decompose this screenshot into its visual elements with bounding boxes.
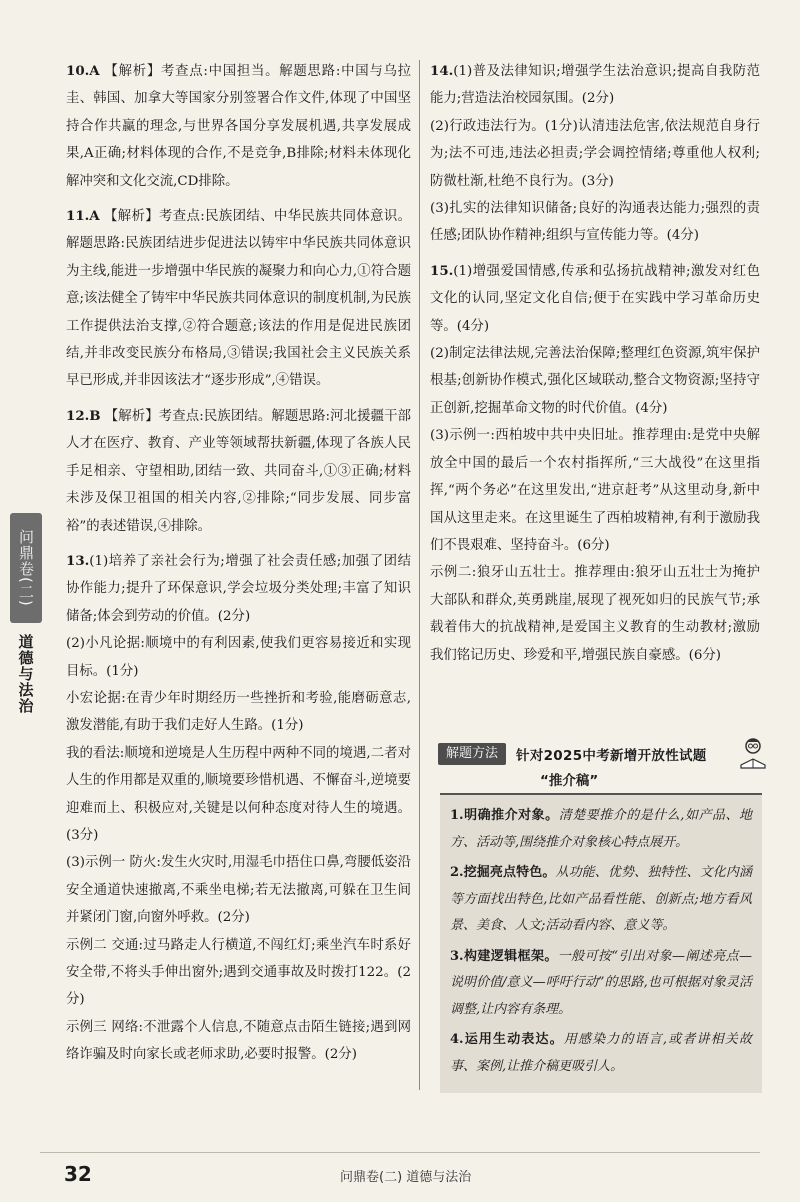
question-12 [66, 403, 411, 540]
answer-part: (1)增强爱国情感,传承和弘扬抗战精神;激发对红色文化的认同,坚定文化自信;便于在实践中学习革命历史等。(4分) [430, 263, 760, 334]
method-title: 针对2025中考新增开放性试题 [516, 748, 707, 764]
method-item-head: 3.构建逻辑框架。 [450, 948, 558, 964]
explanation: 【解析】考查点:民族团结。解题思路:河北援疆干部人才在医疗、教育、产业等领域帮扶新疆,体现了各族人民手足相亲、守望相助,团结一致、共同奋斗,①③正确;材料未涉及保卫祖国的相关内容,②排除;“同步发展、同步富裕”的表述错误,④排除。 [66, 408, 411, 534]
method-item-head: 4.运用生动表达。 [450, 1032, 564, 1047]
method-box [440, 793, 762, 1093]
method-subtitle: “推介稿” [540, 773, 599, 789]
method-item-head: 1.明确推介对象。 [450, 808, 559, 823]
question-10 [66, 58, 411, 195]
answer-part: 示例三 网络:不泄露个人信息,不随意点击陌生链接;遇到网络诈骗及时向家长或老师求助,必要时报警。(2分) [66, 1019, 411, 1063]
method-item-body: 一般可按“引出对象—阐述亮点—说明价值/意义—呼吁行动”的思路,也可根据对象灵活调整,让内容有条理。 [450, 948, 752, 1017]
method-item-body: 从功能、优势、独特性、文化内涵等方面找出特色,比如产品看性能、创新点;地方看风景、美食、人文;活动看内容、意义等。 [450, 865, 752, 933]
question-13 [66, 548, 411, 1069]
method-banner [438, 741, 770, 767]
question-number: 10. [66, 63, 90, 79]
answer-part: (2)行政违法行为。(1分)认清违法危害,依法规范自身行为;法不可违,违法必担责;学会调控情绪;尊重他人权利;防微杜渐,杜绝不良行为。(3分) [430, 118, 760, 189]
answer-part: (2)小凡论据:顺境中的有利因素,使我们更容易接近和实现目标。(1分) [66, 636, 411, 679]
answer-part: (3)示例一 防火:发生火灾时,用湿毛巾捂住口鼻,弯腰低姿沿安全通道快速撤离,不乘坐电梯;若无法撤离,可躲在卫生间并紧闭门窗,向窗外呼救。(2分) [66, 855, 411, 926]
method-item [450, 860, 752, 940]
answer-part: (3)扎实的法律知识储备;良好的沟通表达能力;强烈的责任感;团队协作精神;组织与宣传能力等。(4分) [430, 201, 760, 244]
method-item-head: 2.挖掘亮点特色。 [450, 865, 556, 880]
answer-part: (2)制定法律法规,完善法治保障;整理红色资源,筑牢保护根基;创新协作模式,强化区域联动,整合文物资源;坚持守正创新,挖掘革命文物的时代价值。(4分) [430, 346, 760, 416]
method-item [450, 803, 752, 856]
method-item [450, 944, 752, 1024]
answer-letter: A [89, 63, 100, 79]
explanation: 【解析】考查点:民族团结、中华民族共同体意识。解题思路:民族团结进步促进法以铸牢中华民族共同体意识为主线,能进一步增强中华民族的凝聚力和向心力,①符合题意;该法健全了铸牢中华民族共同体意识的制度机制,为民族工作提供法治支撑,②符合题意;该法的作用是促进民族团结,并非改变民族分布格局,③错误;我国社会主义民族关系早已形成,并非因该法才“逐步形成”,④错误。 [66, 209, 411, 389]
column-divider [419, 60, 420, 1090]
right-column [430, 58, 760, 677]
question-11 [66, 203, 411, 395]
side-tab [0, 503, 54, 713]
question-number: 11. [66, 208, 90, 225]
question-14 [430, 58, 760, 250]
answer-letter: B [89, 407, 101, 424]
method-item-body: 清楚要推介的是什么,如产品、地方、活动等,围绕推介对象核心特点展开。 [450, 808, 752, 850]
method-tag: 解题方法 [438, 743, 506, 765]
method-item-body: 用感染力的语言,或者讲相关故事、案例,让推介稿更吸引人。 [450, 1032, 752, 1074]
answer-part: 示例二 交通:过马路走人行横道,不闯红灯;乘坐汽车时系好安全带,不将头手伸出窗外;遇到交通事故及时拨打122。(2分) [66, 937, 411, 1008]
page-footer [0, 1150, 800, 1202]
answer-part: (1)培养了亲社会行为;增强了社会责任感;加强了团结协作能力;提升了环保意识,学会垃圾分类处理;丰富了知识储备;体会到劳动的价值。(2分) [66, 553, 411, 624]
question-number: 13. [66, 552, 90, 569]
answer-part: 示例二:狼牙山五壮士。推荐理由:狼牙山五壮士为掩护大部队和群众,英勇跳崖,展现了视死如归的民族气节;承载着伟大的抗战精神,是爱国主义教育的生动教材;激励我们铭记历史、珍爱和平,增强民族自豪感。(6分) [430, 565, 760, 663]
footer-text: 问鼎卷(二) 道德与法治 [340, 1170, 472, 1185]
footer-rule [40, 1152, 760, 1153]
page-number: 32 [64, 1162, 92, 1186]
answer-part: 小宏论据:在青少年时期经历一些挫折和考验,能磨砺意志,激发潜能,有助于我们走好人生路。(1分) [66, 690, 411, 734]
left-column [66, 58, 411, 1077]
side-tab-subject: 道德与法治 [16, 634, 35, 714]
question-number: 14. [430, 63, 454, 79]
student-reading-icon [736, 735, 770, 769]
side-tab-label: 问鼎卷(二) [10, 513, 42, 623]
answer-part: 我的看法:顺境和逆境是人生历程中两种不同的境遇,二者对人生的作用都是双重的,顺境要珍惜机遇、不懈奋斗,逆境要迎难而上、积极应对,关键是以何种态度对待人生的境遇。(3分) [66, 745, 411, 843]
explanation: 【解析】考查点:中国担当。解题思路:中国与乌拉圭、韩国、加拿大等国家分别签署合作文件,体现了中国坚持合作共赢的理念,与世界各国分享发展机遇,共享发展成果,A正确;材料体现的合作,不是竞争,B排除;材料未体现化解冲突和文化交流,CD排除。 [66, 64, 411, 189]
question-15 [430, 258, 760, 669]
answer-part: (1)普及法律知识;增强学生法治意识;提高自我防范能力;营造法治校园氛围。(2分) [430, 64, 760, 107]
method-item [450, 1027, 752, 1080]
answer-part: (3)示例一:西柏坡中共中央旧址。推荐理由:是党中央解放全中国的最后一个农村指挥所,“三大战役”在这里指挥,“两个务必”在这里发出,“进京赶考”从这里动身,新中国从这里走来。在这里诞生了西柏坡精神,有利于激励我们不畏艰难、坚持奋斗。(6分) [430, 428, 760, 553]
question-number: 15. [430, 262, 454, 279]
answer-letter: A [89, 208, 100, 225]
question-number: 12. [66, 407, 90, 424]
